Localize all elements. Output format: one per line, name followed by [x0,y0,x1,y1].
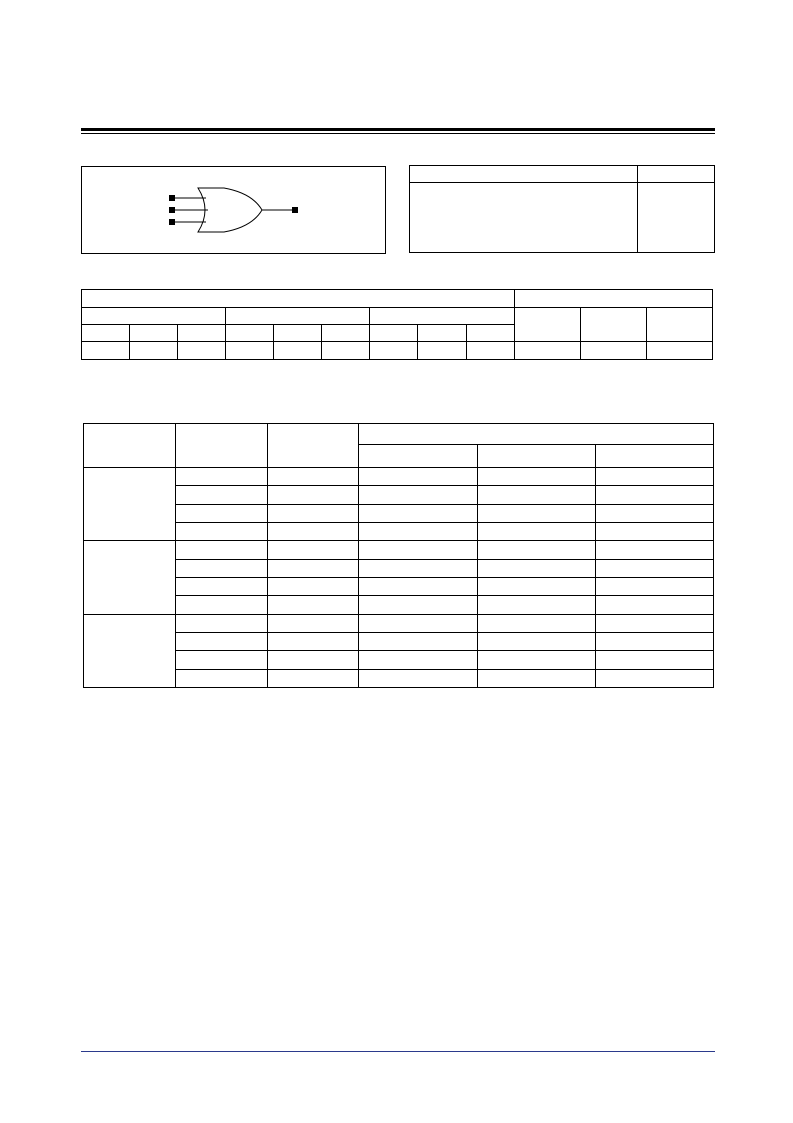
characteristics-cell [268,577,359,595]
characteristics-cell [268,541,359,559]
truth-table-sub-header [370,325,418,342]
characteristics-header-cell [84,424,176,468]
characteristics-cell [359,522,478,540]
characteristics-cell [176,632,268,650]
truth-table-cell [82,342,130,360]
truth-table-group-header [82,308,226,325]
pin-table-body-cell [638,183,715,253]
characteristics-cell [268,632,359,650]
characteristics-cell [596,559,714,577]
truth-table-sub-header [178,325,226,342]
characteristics-cell [478,669,596,687]
characteristics-cell [268,559,359,577]
truth-table-sub-header [226,325,274,342]
characteristics-cell [478,614,596,632]
characteristics-cell [359,486,478,504]
characteristics-group-cell [84,467,176,540]
characteristics-cell [596,522,714,540]
characteristics-header-cell [359,424,714,445]
characteristics-cell [596,577,714,595]
characteristics-cell [478,632,596,650]
truth-table-sub-header [322,325,370,342]
truth-table-sub-header [82,325,130,342]
characteristics-cell [478,467,596,485]
truth-table-sub-header [130,325,178,342]
truth-table-cell [370,342,418,360]
characteristics-cell [596,467,714,485]
characteristics-cell [268,614,359,632]
characteristics-cell [478,596,596,614]
characteristics-cell [478,651,596,669]
pin-description-table [409,165,715,253]
characteristics-cell [176,596,268,614]
characteristics-cell [596,632,714,650]
characteristics-cell [176,486,268,504]
characteristics-cell [268,486,359,504]
characteristics-cell [176,669,268,687]
characteristics-cell [176,467,268,485]
characteristics-cell [359,669,478,687]
truth-table-outputs-header [514,290,712,308]
truth-table-cell [274,342,322,360]
pin-table-body-cell [410,183,638,253]
characteristics-cell [596,614,714,632]
characteristics-cell [478,559,596,577]
truth-table-sub-header [466,325,514,342]
characteristics-header-cell [176,424,268,468]
characteristics-cell [359,541,478,559]
characteristics-cell [359,632,478,650]
footer-rule [81,1051,715,1052]
characteristics-subheader-cell [359,445,478,467]
characteristics-cell [359,614,478,632]
pin-table-header-cell [638,166,715,183]
characteristics-group-cell [84,541,176,614]
truth-table-sub-header [274,325,322,342]
header-rule-thick [81,128,715,131]
characteristics-cell [359,596,478,614]
or-gate-3-input-icon [82,167,385,253]
characteristics-cell [176,504,268,522]
characteristics-cell [176,559,268,577]
truth-table-cell [322,342,370,360]
truth-table-group-header [226,308,370,325]
truth-table-cell [580,342,646,360]
characteristics-cell [359,651,478,669]
characteristics-cell [176,522,268,540]
characteristics-cell [596,541,714,559]
truth-table-output-header [580,308,646,342]
truth-table-cell [130,342,178,360]
truth-table-cell [226,342,274,360]
truth-table-output-header [514,308,580,342]
characteristics-cell [359,504,478,522]
characteristics-cell [359,577,478,595]
truth-table-cell [418,342,466,360]
characteristics-cell [596,486,714,504]
characteristics-cell [596,651,714,669]
truth-table-cell [466,342,514,360]
characteristics-cell [176,577,268,595]
truth-table [81,289,713,360]
characteristics-header-cell [268,424,359,468]
characteristics-cell [268,596,359,614]
truth-table-sub-header [418,325,466,342]
characteristics-cell [596,504,714,522]
characteristics-cell [359,559,478,577]
truth-table-cell [646,342,712,360]
characteristics-table [83,423,714,688]
characteristics-cell [176,614,268,632]
truth-table-cell [178,342,226,360]
characteristics-subheader-cell [478,445,596,467]
characteristics-cell [478,541,596,559]
characteristics-cell [478,504,596,522]
characteristics-cell [596,669,714,687]
characteristics-cell [268,669,359,687]
logic-symbol-box [81,166,386,254]
characteristics-cell [478,577,596,595]
characteristics-cell [268,467,359,485]
pin-table-header-cell [410,166,638,183]
characteristics-cell [359,467,478,485]
characteristics-cell [176,651,268,669]
characteristics-cell [596,596,714,614]
characteristics-cell [268,504,359,522]
characteristics-cell [268,522,359,540]
truth-table-cell [514,342,580,360]
characteristics-subheader-cell [596,445,714,467]
header-rule-thin [81,133,715,134]
truth-table-group-header [370,308,514,325]
characteristics-cell [268,651,359,669]
characteristics-cell [176,541,268,559]
truth-table-inputs-header [82,290,515,308]
truth-table-output-header [646,308,712,342]
characteristics-cell [478,522,596,540]
characteristics-group-cell [84,614,176,687]
characteristics-cell [478,486,596,504]
